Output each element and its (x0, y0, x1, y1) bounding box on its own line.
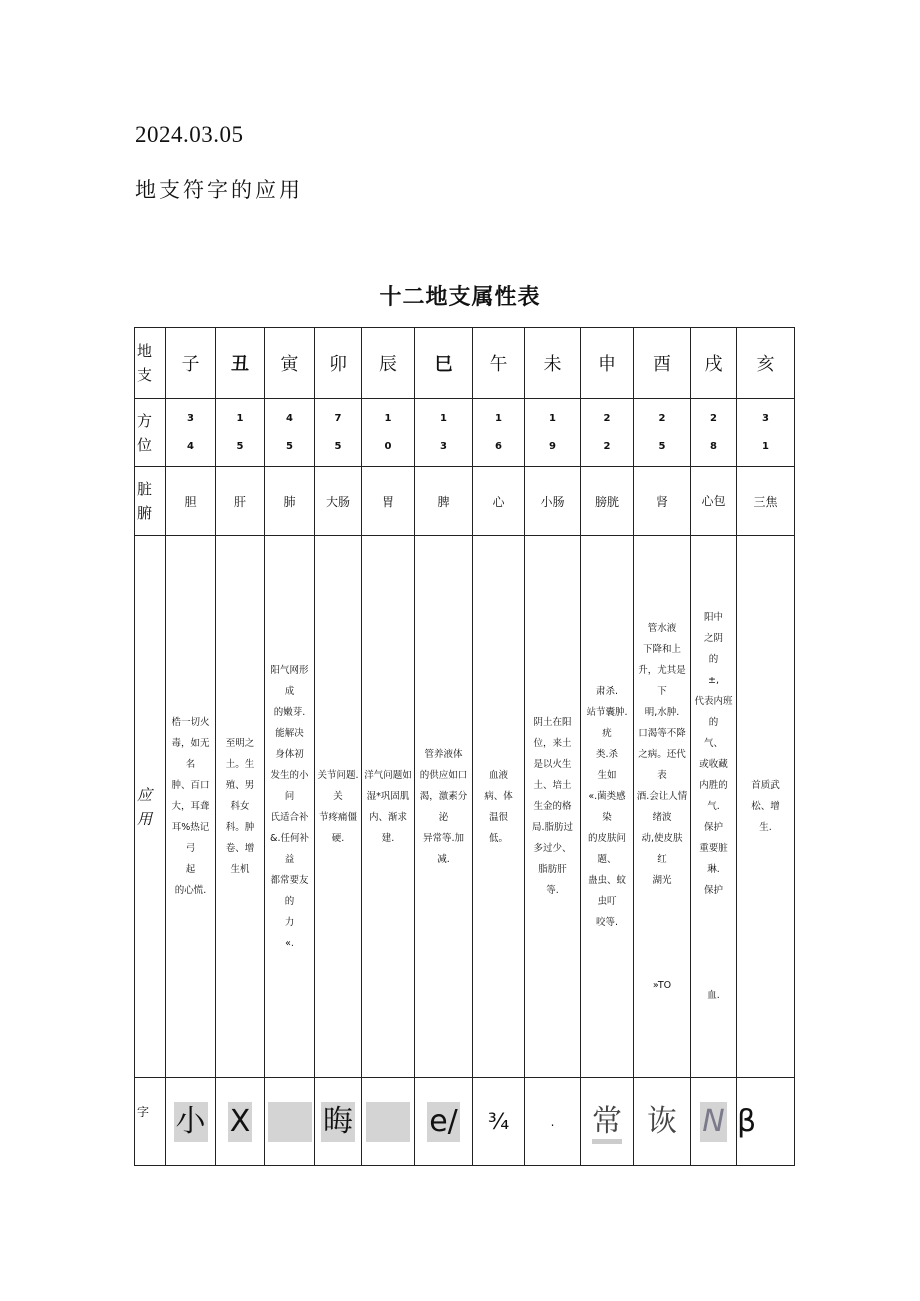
application-line: 琳. (707, 864, 720, 875)
direction-cell (362, 399, 415, 467)
application-line (693, 922, 734, 943)
application-line: 气、 (703, 738, 723, 749)
application-line: 气. (707, 801, 720, 812)
application-line: 位，来土 (533, 738, 572, 749)
application-line: 异常等.加 (422, 832, 465, 844)
row-label-organ: 脏腑 (135, 467, 166, 536)
application-line (693, 943, 734, 964)
application-cell (581, 536, 634, 1078)
direction-top: 1 (495, 412, 502, 424)
symbol-cell (265, 1078, 315, 1166)
application-line: 的供应如口 (419, 769, 468, 781)
application-line: 温很 (488, 811, 508, 823)
branch-cell: 丑 (216, 328, 265, 399)
application-line: 蛊虫、蚊 (587, 874, 626, 886)
direction-top: 3 (762, 412, 769, 424)
application-line: 血液 (488, 769, 508, 781)
direction-top: 1 (440, 412, 447, 424)
application-line: 科。肿 (225, 822, 255, 833)
application-line: 酒.会让人情 (636, 790, 688, 802)
symbol-glyph (268, 1102, 312, 1142)
application-line: 肃杀. (595, 685, 619, 697)
document-date: 2024.03.05 (135, 122, 244, 147)
application-line: 的 (708, 654, 719, 665)
symbol-cell (362, 1078, 415, 1166)
application-line: 明,水肿. (644, 706, 680, 718)
application-line: 咬等. (595, 916, 619, 928)
application-line: 升，尤其是下 (638, 664, 686, 697)
direction-bottom: 5 (334, 440, 342, 452)
application-line: 力 (284, 916, 295, 928)
application-cell (634, 536, 691, 1078)
organ-cell: 心包 (691, 467, 737, 536)
application-line (636, 912, 688, 933)
direction-cell (315, 399, 362, 467)
application-line: 管养液体 (424, 748, 463, 760)
branch-cell: 午 (473, 328, 525, 399)
organ-cell: 小肠 (525, 467, 581, 536)
application-line: 虫叮 (597, 895, 617, 907)
application-line: 病、体 (484, 790, 513, 802)
symbol-cell (216, 1078, 265, 1166)
direction-bottom: 2 (603, 440, 611, 452)
branch-cell: 寅 (265, 328, 315, 399)
application-line: 下降和上 (642, 643, 681, 655)
application-line: 染 (602, 811, 612, 823)
symbol-cell (634, 1078, 691, 1166)
application-line: 身体初 (275, 748, 304, 760)
application-line: 脂肪肝 (538, 864, 567, 875)
application-cell (362, 536, 415, 1078)
direction-cell (473, 399, 525, 467)
application-cell (691, 536, 737, 1078)
application-line: 土、培土 (533, 780, 572, 791)
symbol-cell (315, 1078, 362, 1166)
direction-bottom: 8 (710, 440, 717, 452)
table-title: 十二地支属性表 (379, 285, 541, 310)
application-cell (473, 536, 525, 1078)
symbol-glyph: β (737, 1103, 757, 1139)
application-line: 建. (381, 832, 395, 844)
application-line: «.菌类感 (588, 790, 626, 802)
application-line: 的皮肤问 (587, 832, 626, 844)
application-line: 疣 (602, 727, 612, 739)
application-line: 硬. (331, 832, 345, 844)
branch-cell: 巳 (415, 328, 473, 399)
application-line (636, 954, 688, 975)
organ-cell: 胃 (362, 467, 415, 536)
application-line: »TO (652, 979, 672, 991)
direction-bottom: 6 (495, 440, 502, 452)
application-line: 生机 (230, 864, 250, 875)
application-line: 湿*巩固肌 (366, 790, 410, 802)
direction-cell (216, 399, 265, 467)
symbol-glyph (366, 1102, 410, 1142)
direction-cell (265, 399, 315, 467)
symbol-glyph: ¾ (487, 1110, 510, 1135)
application-line: 的嫩芽. (273, 706, 306, 718)
branch-row (135, 328, 795, 399)
direction-row (135, 399, 795, 467)
direction-bottom: 5 (236, 440, 244, 452)
branch-cell: 未 (525, 328, 581, 399)
application-line: 至明之 (225, 738, 255, 749)
organ-row (135, 467, 795, 536)
application-line: 低。 (488, 832, 508, 844)
document-subtitle: 地支符字的应用 (135, 178, 303, 202)
application-line: 管水液 (647, 622, 677, 634)
earthly-branches-table (134, 327, 795, 1166)
application-line: 卷、增 (225, 843, 255, 854)
row-label-application: 应用 (135, 536, 166, 1078)
application-line: &.任何补益 (270, 832, 309, 865)
organ-cell: 肾 (634, 467, 691, 536)
application-cell (525, 536, 581, 1078)
branch-cell: 亥 (737, 328, 795, 399)
application-line: 或收藏 (699, 759, 728, 770)
application-line: 之病。还代 (638, 748, 686, 760)
symbol-cell (166, 1078, 216, 1166)
symbol-glyph: 诙 (647, 1103, 677, 1139)
application-line: 口渴等不降 (638, 727, 686, 739)
application-line: 氏适合补 (270, 811, 309, 823)
organ-cell: 胆 (166, 467, 216, 536)
organ-cell: 心 (473, 467, 525, 536)
direction-bottom: 9 (549, 440, 556, 452)
row-label-symbol: 字 (135, 1078, 166, 1166)
direction-top: 1 (549, 412, 556, 424)
direction-top: 2 (603, 412, 611, 424)
application-line: 表 (657, 769, 667, 781)
application-line: 的 (708, 717, 719, 728)
symbol-cell (525, 1078, 581, 1166)
direction-bottom: 3 (440, 440, 447, 452)
branch-cell: 酉 (634, 328, 691, 399)
application-line: 洋气问题如 (364, 769, 412, 781)
direction-cell (737, 399, 795, 467)
application-line: 绪波 (652, 811, 672, 823)
application-line: 能解决 (275, 727, 304, 739)
application-line: 内、渐求 (368, 811, 407, 823)
direction-cell (415, 399, 473, 467)
application-line: 站节囊肿. (586, 706, 628, 718)
symbol-cell (473, 1078, 525, 1166)
application-line: 的心慌. (174, 885, 207, 896)
organ-cell: 肺 (265, 467, 315, 536)
direction-bottom: 4 (187, 440, 194, 452)
application-line: 阳中 (703, 612, 723, 623)
direction-cell (634, 399, 691, 467)
application-line: 毒，如无名 (171, 738, 210, 770)
application-line: 生如 (597, 769, 617, 781)
symbol-glyph: 晦 (321, 1102, 355, 1142)
application-line: 题、 (597, 853, 617, 865)
application-line: 动,使皮肤 (641, 832, 683, 844)
application-line: 阴土在阳 (533, 717, 572, 728)
branch-cell: 戌 (691, 328, 737, 399)
application-line: 保护 (703, 822, 723, 833)
symbol-cell (415, 1078, 473, 1166)
branch-cell: 辰 (362, 328, 415, 399)
application-line: 土。生 (225, 759, 255, 770)
application-line: 殖、男 (225, 780, 255, 791)
application-line: 重要脏 (699, 843, 728, 854)
application-line: 首质武 (751, 780, 780, 791)
direction-cell (581, 399, 634, 467)
application-line: «. (285, 937, 294, 949)
application-line: 生. (759, 822, 772, 833)
application-line: 关节问题.关 (317, 769, 359, 802)
application-line: 内胜的 (699, 780, 728, 791)
application-line: 渴，激素分泌 (419, 790, 468, 823)
application-line: 是以火生 (533, 759, 572, 770)
direction-top: 4 (286, 412, 293, 424)
application-line: 等. (546, 885, 559, 896)
symbol-cell (581, 1078, 634, 1166)
branch-cell: 卯 (315, 328, 362, 399)
symbol-row (135, 1078, 795, 1166)
direction-bottom: 5 (286, 440, 293, 452)
row-label-branch: 地支 (135, 328, 166, 399)
application-line: 都常要友的 (270, 874, 309, 907)
application-line: 松、增 (751, 801, 780, 812)
direction-top: 7 (334, 412, 342, 424)
application-line: 多过少、 (533, 843, 572, 854)
direction-cell (166, 399, 216, 467)
application-cell (315, 536, 362, 1078)
symbol-glyph: e/ (427, 1102, 460, 1142)
application-row (135, 536, 795, 1078)
symbol-glyph: N (700, 1102, 726, 1142)
direction-top: 1 (236, 412, 244, 424)
direction-cell (525, 399, 581, 467)
branch-cell: 申 (581, 328, 634, 399)
symbol-glyph: . (550, 1114, 555, 1129)
direction-top: 1 (384, 412, 392, 424)
row-label-direction: 方位 (135, 399, 166, 467)
application-line: 大，耳聋 (171, 801, 210, 812)
direction-bottom: 5 (658, 440, 666, 452)
direction-bottom: 1 (762, 440, 769, 452)
application-line: 科女 (230, 801, 250, 812)
application-line: 减. (437, 853, 450, 865)
direction-cell (691, 399, 737, 467)
organ-cell: 三焦 (737, 467, 795, 536)
application-line: 类.杀 (595, 748, 619, 760)
application-line: 代表内班 (694, 696, 733, 707)
symbol-cell (691, 1078, 737, 1166)
application-line: 发生的小问 (270, 769, 309, 802)
symbol-cell (737, 1078, 795, 1166)
symbol-glyph: 小 (174, 1102, 208, 1142)
application-line (693, 901, 734, 922)
application-line: 保护 (703, 885, 723, 896)
application-cell (737, 536, 795, 1078)
direction-top: 3 (187, 412, 194, 424)
direction-top: 2 (658, 412, 666, 424)
application-line: 阳气网形成 (270, 664, 309, 697)
application-line: 起 (185, 864, 196, 875)
application-cell (265, 536, 315, 1078)
application-line: 血. (707, 990, 720, 1001)
application-line: 红 (657, 853, 667, 865)
application-line: 节疼痛僵 (318, 811, 357, 823)
application-line: 梏一切火 (171, 717, 210, 728)
branch-cell: 子 (166, 328, 216, 399)
application-line: 肿、百口 (171, 780, 210, 791)
application-line: 生金的格 (533, 801, 572, 812)
application-line (636, 933, 688, 954)
symbol-glyph: X (228, 1102, 253, 1142)
direction-top: 2 (710, 412, 717, 424)
symbol-glyph: 常 (592, 1104, 622, 1144)
organ-cell: 膀胱 (581, 467, 634, 536)
organ-cell: 脾 (415, 467, 473, 536)
organ-cell: 肝 (216, 467, 265, 536)
organ-cell: 大肠 (315, 467, 362, 536)
application-cell (216, 536, 265, 1078)
application-line: ±, (708, 675, 719, 686)
application-line: 湖光 (652, 874, 672, 886)
application-line: 耳%热记弓 (171, 822, 210, 854)
application-cell (415, 536, 473, 1078)
application-line (693, 964, 734, 985)
application-line: 局.脂肪过 (531, 822, 574, 833)
application-cell (166, 536, 216, 1078)
direction-bottom: 0 (384, 440, 392, 452)
application-line: 之阴 (703, 633, 723, 644)
application-line (636, 891, 688, 912)
